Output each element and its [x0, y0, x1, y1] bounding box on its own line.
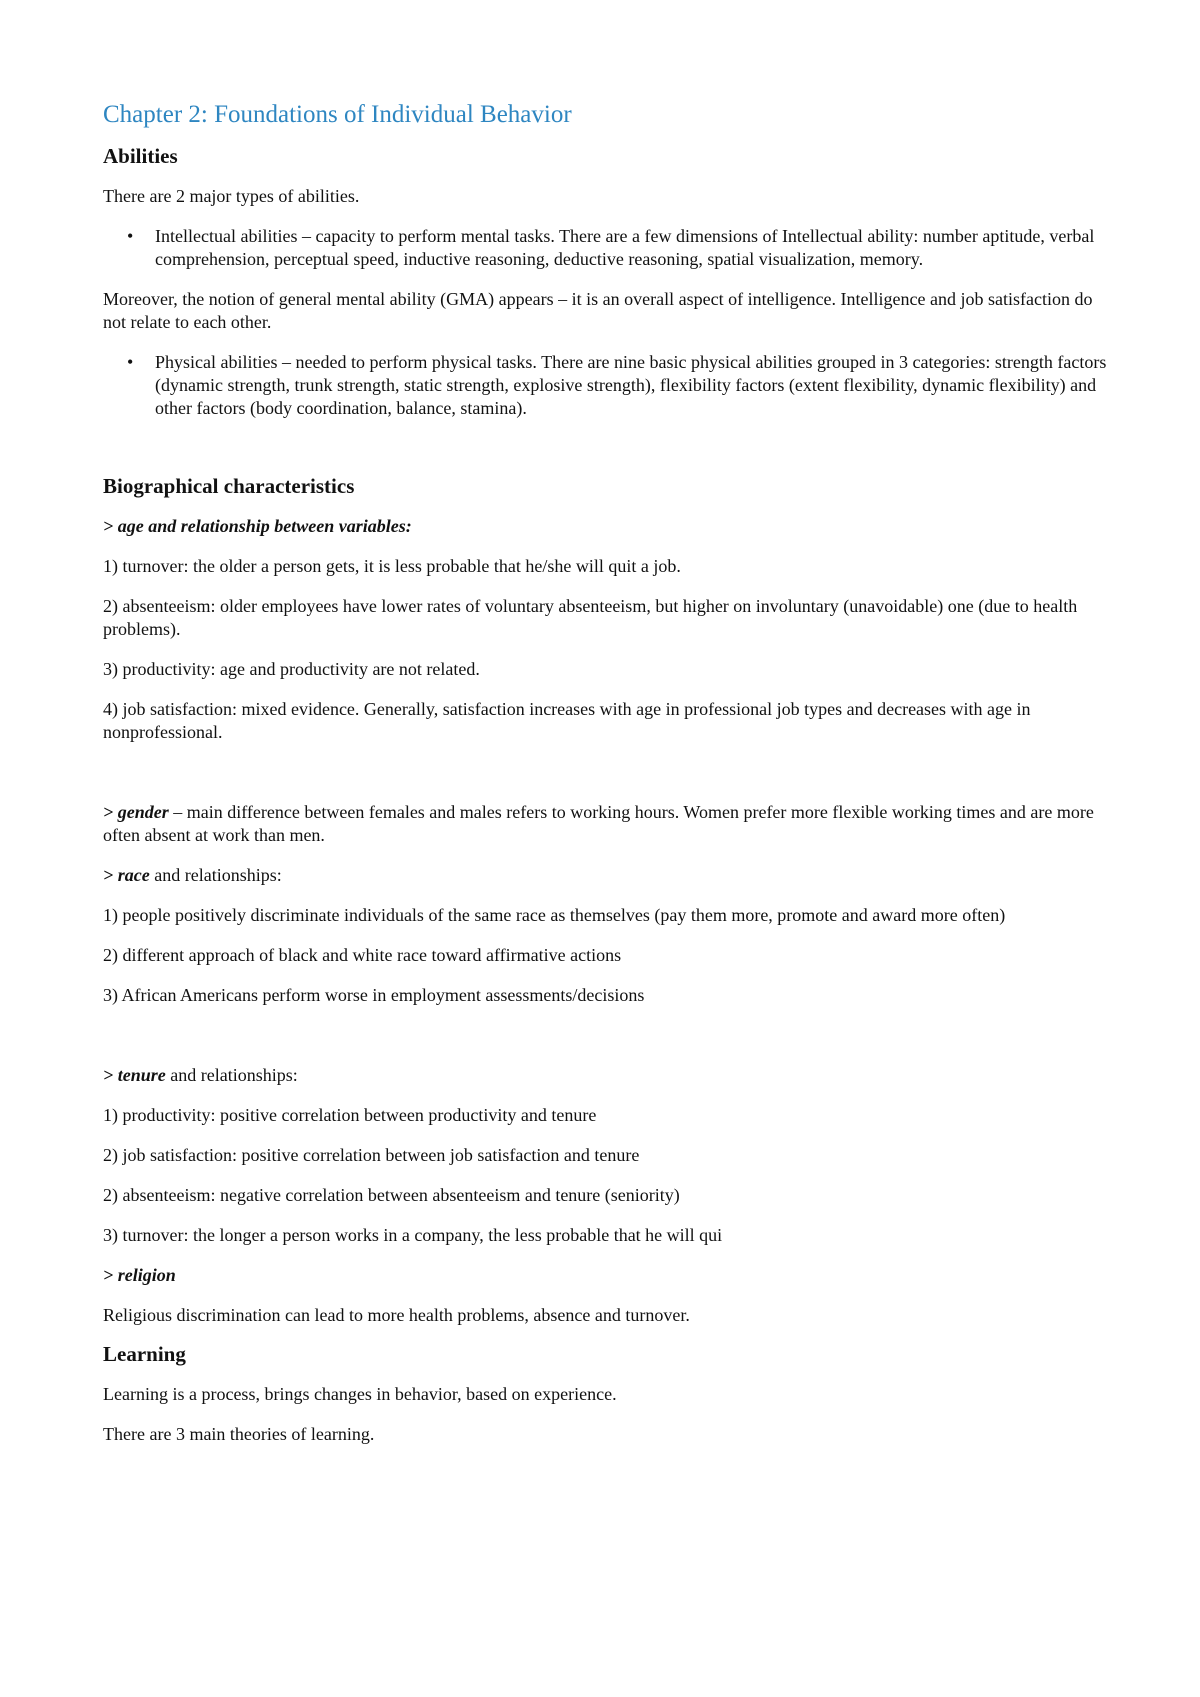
learning-definition: Learning is a process, brings changes in behavior, based on experience.: [103, 1384, 617, 1404]
race-text: and relationships:: [149, 865, 282, 885]
race-paragraph: [103, 864, 1113, 887]
age-item: 3) productivity: age and productivity are not related.: [103, 659, 480, 679]
race-item: 3) African Americans perform worse in employment assessments/decisions: [103, 985, 645, 1005]
race-item: 2) different approach of black and white race toward affirmative actions: [103, 945, 622, 965]
age-label: > age and relationship between variables:: [103, 516, 412, 536]
gender-text: – main difference between females and males refers to working hours. Women prefer more flexible working times and are more often absent at work than men.: [103, 802, 1094, 845]
gma-paragraph: Moreover, the notion of general mental ability (GMA) appears – it is an overall aspect of intelligence. Intelligence and job satisfaction do not relate to each other.: [103, 289, 1093, 332]
age-item: 2) absenteeism: older employees have lower rates of voluntary absenteeism, but higher on involuntary (unavoidable) one (due to health problems).: [103, 596, 1078, 639]
tenure-item: 1) productivity: positive correlation between productivity and tenure: [103, 1105, 597, 1125]
list-item: [103, 351, 1113, 420]
abilities-heading: Abilities: [103, 144, 178, 168]
age-item: 4) job satisfaction: mixed evidence. Generally, satisfaction increases with age in professional job types and decreases with age in nonprofessional.: [103, 699, 1031, 742]
biographical-heading: Biographical characteristics: [103, 474, 355, 498]
list-item: [103, 225, 1113, 271]
tenure-paragraph: [103, 1064, 1113, 1087]
age-item: 1) turnover: the older a person gets, it is less probable that he/she will quit a job.: [103, 556, 681, 576]
race-item: 1) people positively discriminate individuals of the same race as themselves (pay them more, promote and award more often): [103, 905, 1006, 925]
bullet-icon: •: [127, 226, 134, 246]
abilities-intro: There are 2 major types of abilities.: [103, 186, 360, 206]
tenure-text: and relationships:: [165, 1065, 298, 1085]
gender-label: > gender: [103, 802, 169, 822]
intellectual-abilities-text: Intellectual abilities – capacity to perform mental tasks. There are a few dimensions of Intellectual ability: number aptitude, verbal comprehension, perceptual speed, inductive reasoning, deductive reasoning, spatial visualization, memory.: [155, 226, 1095, 269]
learning-heading: Learning: [103, 1342, 186, 1366]
chapter-title: Chapter 2: Foundations of Individual Behavior: [103, 101, 572, 128]
tenure-item: 2) job satisfaction: positive correlation between job satisfaction and tenure: [103, 1145, 640, 1165]
abilities-list-1: [103, 225, 1113, 271]
race-label: > race: [103, 865, 150, 885]
religion-text: Religious discrimination can lead to more health problems, absence and turnover.: [103, 1305, 690, 1325]
religion-label: > religion: [103, 1265, 176, 1285]
gender-paragraph: [103, 801, 1113, 847]
document-page: [103, 100, 1113, 1446]
tenure-item: 3) turnover: the longer a person works in a company, the less probable that he will qui: [103, 1225, 723, 1245]
physical-abilities-text: Physical abilities – needed to perform physical tasks. There are nine basic physical abilities grouped in 3 categories: strength factors (dynamic strength, trunk strength, static strength, explosive strength), flexibility factors (extent flexibility, dynamic flexibility) and other factors (body coordination, balance, stamina).: [155, 352, 1107, 418]
bullet-icon: •: [127, 352, 134, 372]
learning-theories: There are 3 main theories of learning.: [103, 1424, 375, 1444]
abilities-list-2: [103, 351, 1113, 420]
tenure-label: > tenure: [103, 1065, 166, 1085]
tenure-item: 2) absenteeism: negative correlation between absenteeism and tenure (seniority): [103, 1185, 680, 1205]
